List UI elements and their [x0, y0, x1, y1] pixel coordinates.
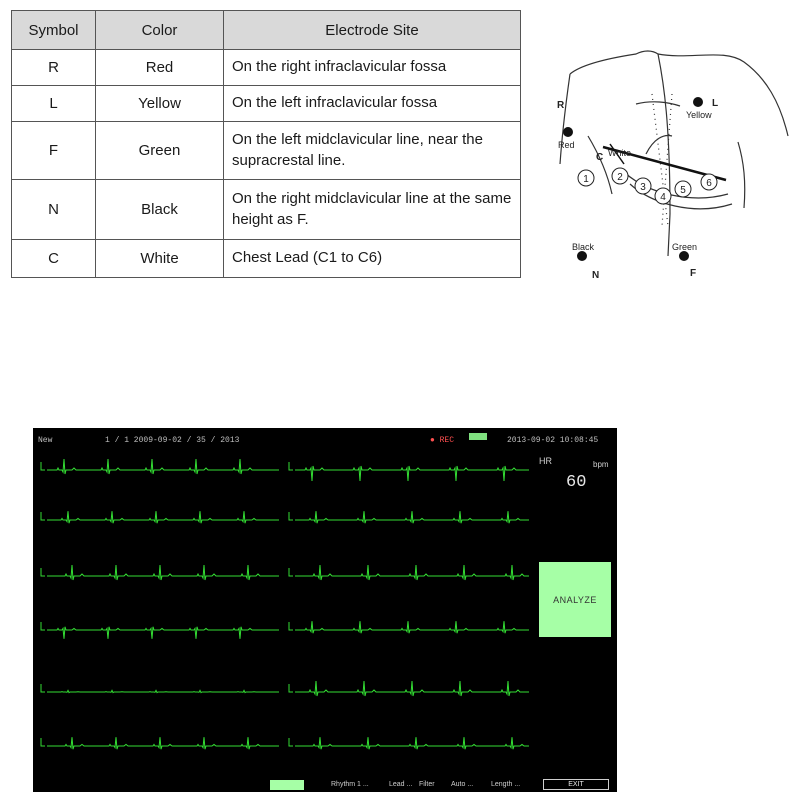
chest-position-label: 6 [706, 178, 712, 189]
chest-position-label: 4 [660, 192, 666, 203]
symbol-cell: N [12, 180, 96, 240]
column-header-color: Color [96, 11, 224, 50]
ecg-lead-trace [47, 565, 279, 580]
table-header-row [12, 11, 521, 50]
status-bar [33, 428, 617, 450]
color-cell: Green [96, 122, 224, 180]
ecg-lead-trace [295, 737, 529, 749]
column-header-site: Electrode Site [224, 11, 521, 50]
torso-outline [560, 51, 788, 256]
site-cell: On the left infraclavicular fossa [224, 86, 521, 122]
softkey-bar [33, 778, 617, 792]
record-indicator: ● REC [430, 436, 455, 445]
electrode-r [563, 127, 573, 137]
electrode-l [693, 97, 703, 107]
hr-unit: bpm [593, 460, 609, 469]
site-cell: On the right infraclavicular fossa [224, 50, 521, 86]
ecg-lead-trace [47, 511, 279, 523]
chest-position-label: 1 [583, 174, 589, 185]
electrode-n [577, 251, 587, 261]
ecg-lead-trace [295, 466, 529, 481]
symbol-cell: F [12, 122, 96, 180]
electrode-f [679, 251, 689, 261]
label-c: C [596, 152, 604, 163]
calibration-mark [289, 462, 293, 470]
ecg-lead-trace [295, 681, 529, 696]
symbol-cell: R [12, 50, 96, 86]
calibration-mark [41, 684, 45, 692]
label-f: F [690, 268, 697, 279]
calibration-mark [289, 512, 293, 520]
chest-position-label: 3 [640, 182, 646, 193]
color-cell: White [96, 240, 224, 278]
electrode-table [11, 10, 521, 278]
label-white: White [608, 148, 632, 158]
exit-button[interactable]: EXIT [543, 779, 609, 790]
ecg-lead-trace [295, 511, 529, 523]
symbol-cell: C [12, 240, 96, 278]
ecg-lead-trace [295, 621, 529, 633]
calibration-mark [41, 622, 45, 630]
calibration-mark [289, 568, 293, 576]
battery-icon [469, 433, 487, 440]
table-row [12, 122, 521, 180]
softkey-4[interactable]: Filter [419, 781, 435, 788]
ecg-lead-trace [47, 459, 279, 474]
ecg-waveforms [33, 450, 533, 776]
calibration-mark [41, 462, 45, 470]
label-yellow: Yellow [686, 110, 712, 120]
softkey-3[interactable]: Lead ... [389, 781, 413, 788]
patient-label: New [38, 436, 53, 445]
chest-position-label: 5 [680, 185, 686, 196]
calibration-mark [41, 512, 45, 520]
color-cell: Red [96, 50, 224, 86]
softkey-6[interactable]: Length ... [491, 781, 521, 788]
chest-position-label: 2 [617, 172, 623, 183]
date-time: 2013-09-02 10:08:45 [507, 436, 599, 445]
site-cell: On the right midclavicular line at the same height as F. [224, 180, 521, 240]
calibration-mark [41, 568, 45, 576]
electrode-placement-diagram [540, 44, 800, 292]
label-black: Black [572, 242, 595, 252]
table-row [12, 240, 521, 278]
color-cell: Yellow [96, 86, 224, 122]
softkey-5[interactable]: Auto ... [451, 781, 474, 788]
calibration-mark [289, 684, 293, 692]
ecg-lead-trace [47, 690, 279, 692]
softkey-2[interactable]: Rhythm 1 ... [331, 781, 369, 788]
ecg-lead-trace [47, 627, 279, 639]
ecg-screen [33, 428, 617, 792]
label-r: R [557, 100, 565, 111]
chest-positions [578, 168, 717, 204]
table-row [12, 180, 521, 240]
site-cell: Chest Lead (C1 to C6) [224, 240, 521, 278]
calibration-mark [289, 738, 293, 746]
calibration-mark [41, 738, 45, 746]
ecg-lead-trace [295, 565, 529, 580]
hr-value: 60 [566, 473, 587, 492]
calibration-mark [289, 622, 293, 630]
patient-info: 1 / 1 2009-09-02 / 35 / 2013 [105, 436, 240, 445]
ecg-lead-trace [47, 737, 279, 749]
softkey-1[interactable] [270, 780, 304, 790]
hr-label: HR [539, 456, 552, 466]
table-row [12, 86, 521, 122]
column-header-symbol: Symbol [12, 11, 96, 50]
analyze-button[interactable]: ANALYZE [539, 562, 611, 637]
label-l: L [712, 98, 719, 109]
color-cell: Black [96, 180, 224, 240]
label-green: Green [672, 242, 698, 252]
label-n: N [592, 270, 600, 281]
symbol-cell: L [12, 86, 96, 122]
site-cell: On the left midclavicular line, near the supracrestal line. [224, 122, 521, 180]
table-row [12, 50, 521, 86]
label-red: Red [558, 140, 575, 150]
